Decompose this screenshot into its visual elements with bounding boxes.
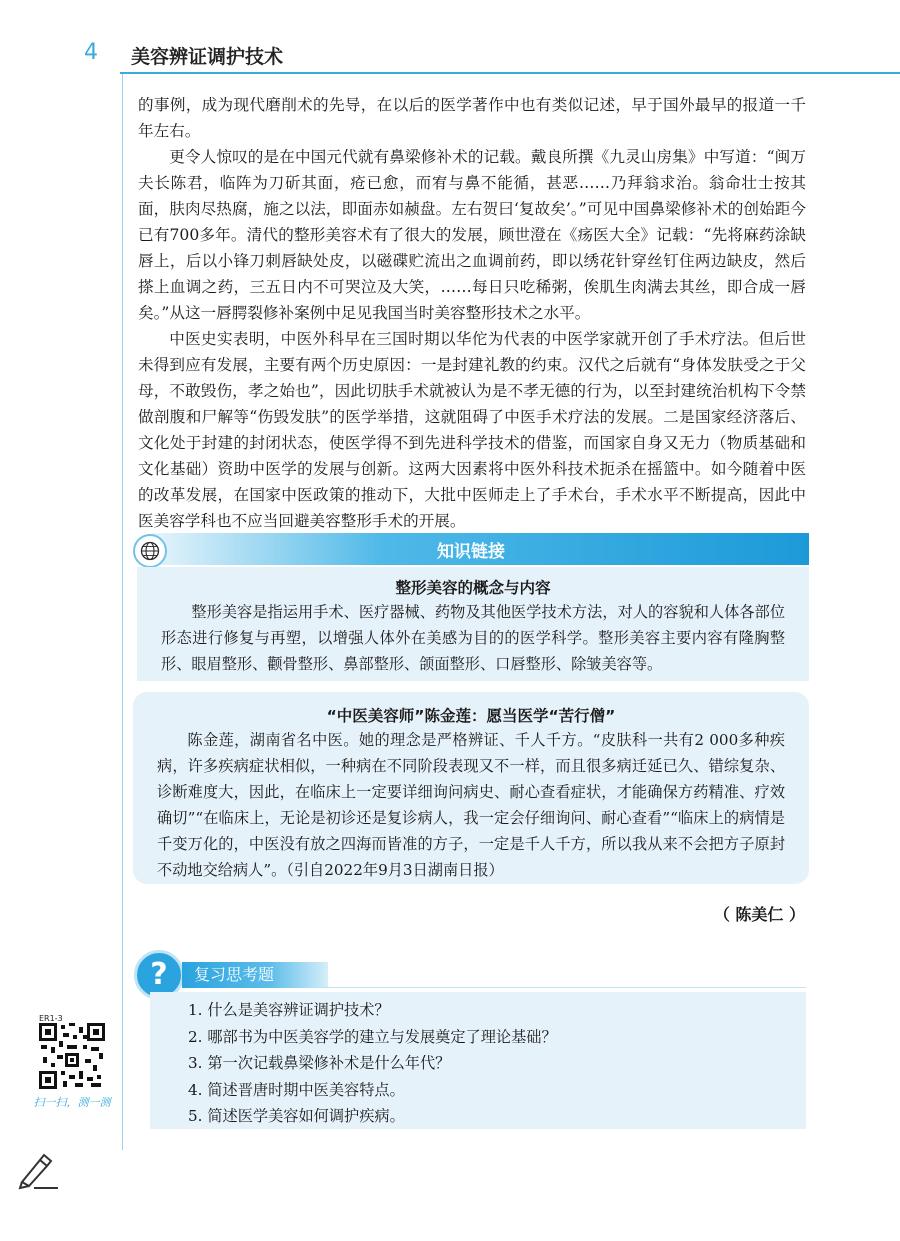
author-credit: （ 陈美仁 ）	[713, 905, 805, 924]
body-paragraph-2: 更令人惊叹的是在中国元代就有鼻梁修补术的记载。戴良所撰《九灵山房集》中写道：“闽万夫长陈君，临阵为刀斫其面，疮已愈，而宥与鼻不能循，甚恶……乃拜翁求治。翁命壮士按其面，肤肉尽热腐，施之以法，即面赤如赪盘。左右贺曰‘复故矣’。”可见中国鼻梁修补术的创始距今已有700多年。清代的整形美容术有了很大的发展，顾世澄在《疡医大全》记载：“先将麻药涂缺唇上，后以小锋刀刺唇缺处皮，以磁碟贮流出之血调前药，即以绣花针穿丝钉住两边缺皮，然后搽上血调之药，三五日内不可哭泣及大笑，……每日只吃稀粥，俟肌生肉满去其丝，即合成一唇矣。”从这一唇腭裂修补案例中足见我国当时美容整形技术之水平。	[138, 148, 806, 322]
case-box-title: “中医美容师”陈金莲：愿当医学“苦行僧”	[326, 707, 616, 725]
knowledge-link-box	[137, 567, 809, 681]
knowledge-link-title: 整形美容的概念与内容	[395, 579, 551, 597]
case-box-text: 陈金莲，湖南省名中医。她的理念是严格辨证、千人千方。“皮肤科一共有2 000多种疾病，许多疾病症状相似，一种病在不同阶段表现又不一样，而且很多病迁延已久、错综复杂、诊断难度大，因此，在临床上一定要详细询问病史、耐心查看症状，才能确保方药精准、疗效确切”“在临床上，无论是初诊还是复诊病人，我一定会仔细询问、耐心查看”“临床上的病情是千变万化的，中医没有放之四海而皆准的方子，一定是千人千方，所以我从来不会把方子原封不动地交给病人”。（引自2022年9月3日湖南日报）	[157, 731, 785, 879]
body-paragraph-3: 中医史实表明，中医外科早在三国时期以华佗为代表的中医学家就开创了手术疗法。但后世未得到应有发展，主要有两个历史原因：一是封建礼教的约束。汉代之后就有“身体发肤受之于父母，不敢毁伤，孝之始也”，因此切肤手术就被认为是不孝无德的行为，以至封建统治机构下令禁做剖腹和尸解等“伤毁发肤”的医学举措，这就阻碍了中医手术疗法的发展。二是国家经济落后、文化处于封建的封闭状态，使医学得不到先进科学技术的借鉴，而国家自身又无力（物质基础和文化基础）资助中医学的发展与创新。这两大因素将中医外科技术扼杀在摇篮中。如今随着中医的改革发展，在国家中医政策的推动下，大批中医师走上了手术台，手术水平不断提高，因此中医美容学科也不应当回避美容整形手术的开展。	[138, 330, 806, 530]
question-mark-icon: ?	[134, 950, 184, 1000]
case-box	[133, 692, 809, 884]
review-question-list	[188, 997, 557, 1130]
page-number: 4	[84, 40, 98, 65]
review-question: 1. 什么是美容辨证调护技术？	[188, 1001, 390, 1019]
page-header	[0, 0, 900, 80]
pen-icon	[18, 1150, 60, 1194]
review-question: 5. 简述医学美容如何调护疾病。	[188, 1107, 405, 1125]
page-header-title: 美容辨证调护技术	[131, 46, 284, 68]
review-question: 2. 哪部书为中医美容学的建立与发展奠定了理论基础？	[188, 1027, 557, 1046]
header-rule	[120, 72, 900, 74]
review-section-label: 复习思考题	[182, 962, 328, 988]
qr-caption: 扫一扫，测一测	[33, 1096, 111, 1109]
body-text	[138, 92, 806, 534]
review-question: 4. 简述晋唐时期中医美容特点。	[188, 1080, 405, 1099]
margin-rule	[122, 74, 123, 1150]
knowledge-link-text: 整形美容是指运用手术、医疗器械、药物及其他医学技术方法，对人的容貌和人体各部位形态进行修复与再塑，以增强人体外在美感为目的的医学科学。整形美容主要内容有隆胸整形、眼眉整形、颧骨整形、鼻部整形、颌面整形、口唇整形、除皱美容等。	[161, 603, 785, 673]
qr-code-label: ER1-3	[39, 1014, 63, 1023]
review-question: 3. 第一次记载鼻梁修补术是什么年代？	[188, 1054, 451, 1072]
body-paragraph-1: 的事例，成为现代磨削术的先导，在以后的医学著作中也有类似记述，早于国外最早的报道一千年左右。	[138, 96, 806, 140]
qr-code[interactable]	[38, 1013, 110, 1089]
knowledge-link-header	[133, 533, 809, 565]
knowledge-link-label: 知识链接	[437, 542, 505, 562]
review-rule	[316, 987, 806, 988]
review-box	[150, 992, 806, 1129]
